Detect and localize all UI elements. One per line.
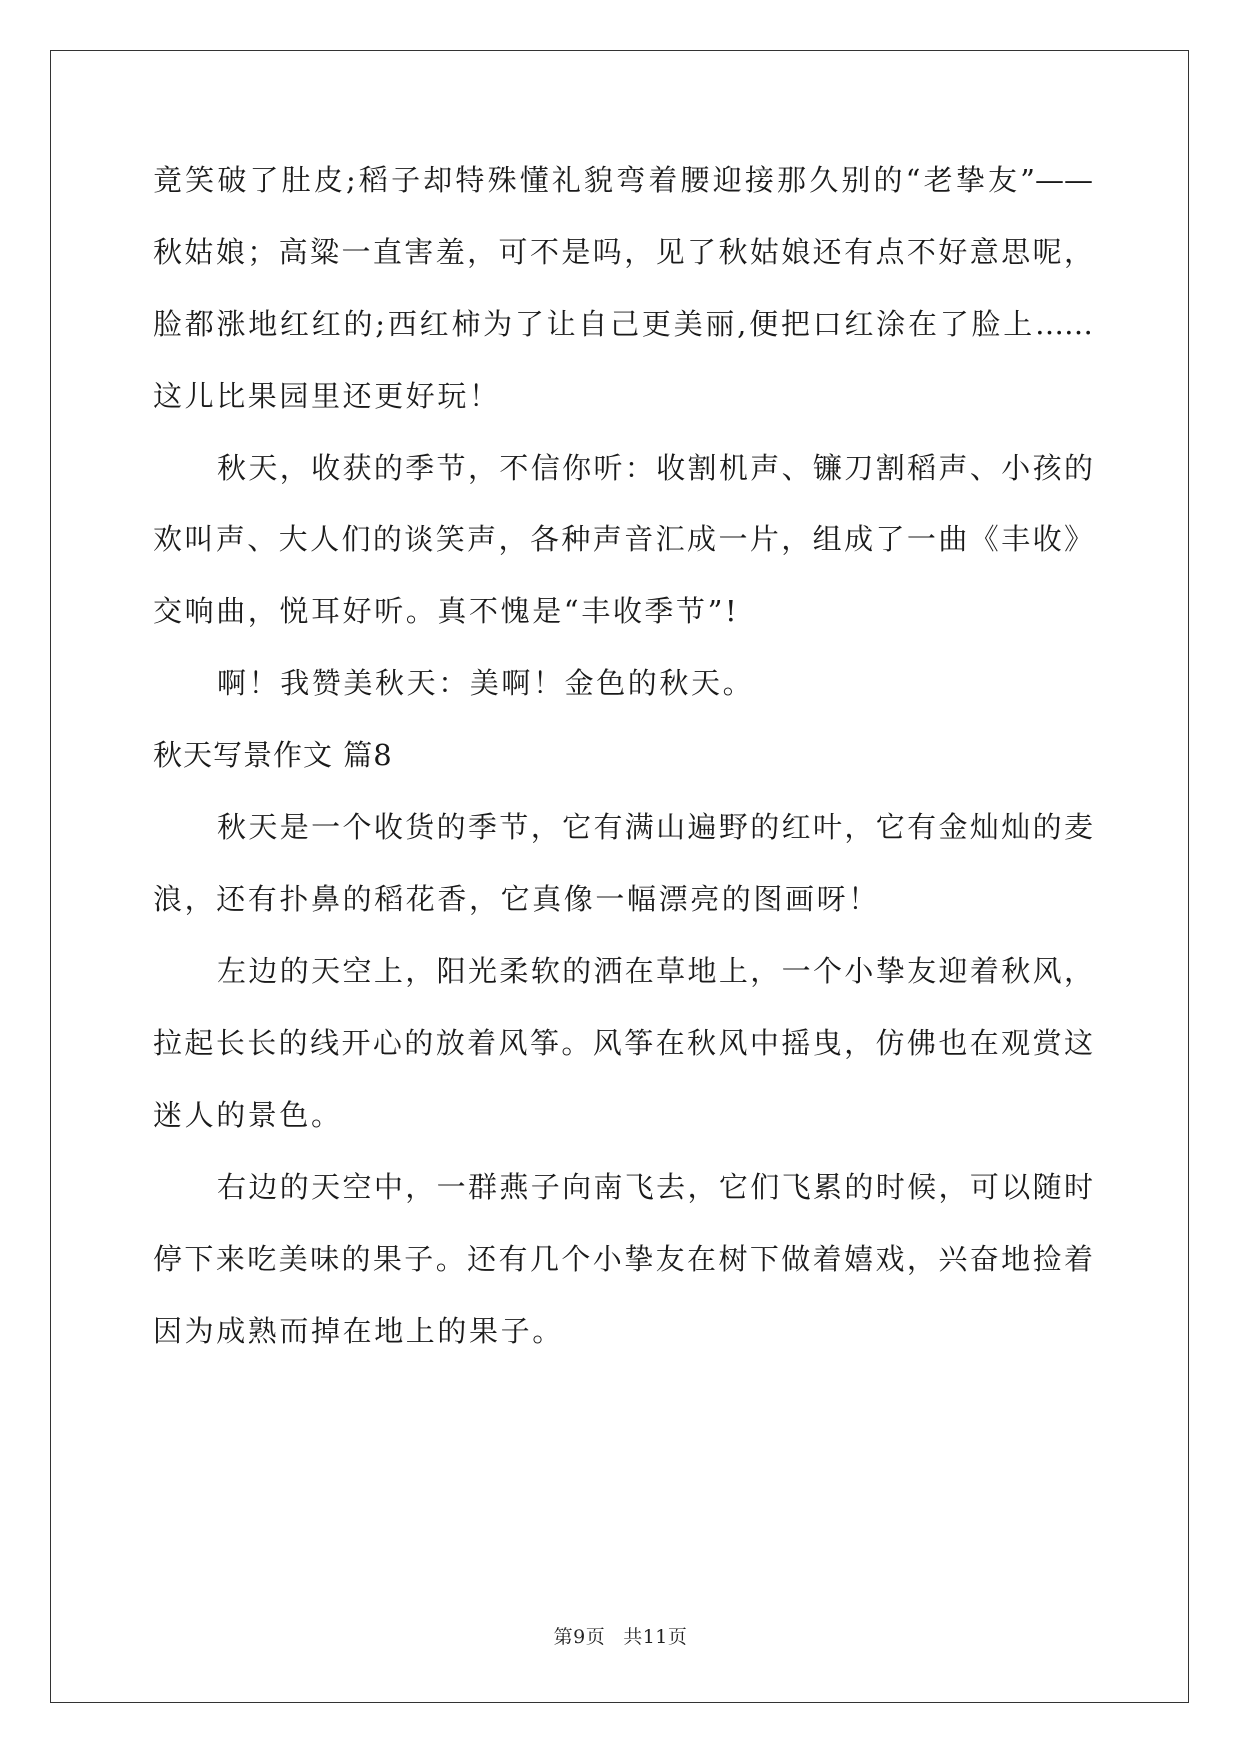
paragraph-first-line: 左边的天空上，阳光柔软的洒在草地上，一个小挚友迎着秋风，	[217, 954, 1093, 988]
page-total: 共11页	[623, 1626, 688, 1648]
paragraph-first-line: 秋天是一个收货的季节，它有满山遍野的红叶，它有金灿灿的麦	[217, 810, 1093, 844]
text-line: 欢叫声、大人们的谈笑声，各种声音汇成一片，组成了一曲《丰收》	[153, 522, 1093, 556]
text-line: 迷人的景色。	[153, 1098, 343, 1132]
page-border	[50, 50, 1189, 1703]
paragraph-first-line: 啊！我赞美秋天：美啊！金色的秋天。	[217, 666, 755, 700]
text-line: 脸都涨地红红的;西红柿为了让自己更美丽,便把口红涂在了脸上……	[153, 307, 1093, 341]
page-footer	[0, 1622, 1241, 1649]
text-line: 竟笑破了肚皮;稻子却特殊懂礼貌弯着腰迎接那久别的“老挚友”——	[153, 163, 1093, 197]
text-line: 因为成熟而掉在地上的果子。	[153, 1314, 564, 1348]
page-number: 第9页	[553, 1626, 606, 1648]
text-line: 交响曲，悦耳好听。真不愧是“丰收季节”!	[153, 594, 740, 628]
paragraph-first-line: 右边的天空中，一群燕子向南飞去，它们飞累的时候，可以随时	[217, 1170, 1093, 1204]
text-line: 这儿比果园里还更好玩！	[153, 379, 501, 413]
text-line: 浪，还有扑鼻的稻花香，它真像一幅漂亮的图画呀！	[153, 882, 880, 916]
text-line: 秋姑娘；高粱一直害羞，可不是吗，见了秋姑娘还有点不好意思呢，	[153, 235, 1093, 269]
text-line: 停下来吃美味的果子。还有几个小挚友在树下做着嬉戏，兴奋地捡着	[153, 1242, 1093, 1276]
paragraph-first-line: 秋天，收获的季节，不信你听：收割机声、镰刀割稻声、小孩的	[217, 451, 1093, 485]
text-line: 拉起长长的线开心的放着风筝。风筝在秋风中摇曳，仿佛也在观赏这	[153, 1026, 1093, 1060]
section-heading: 秋天写景作文 篇8	[153, 738, 393, 772]
